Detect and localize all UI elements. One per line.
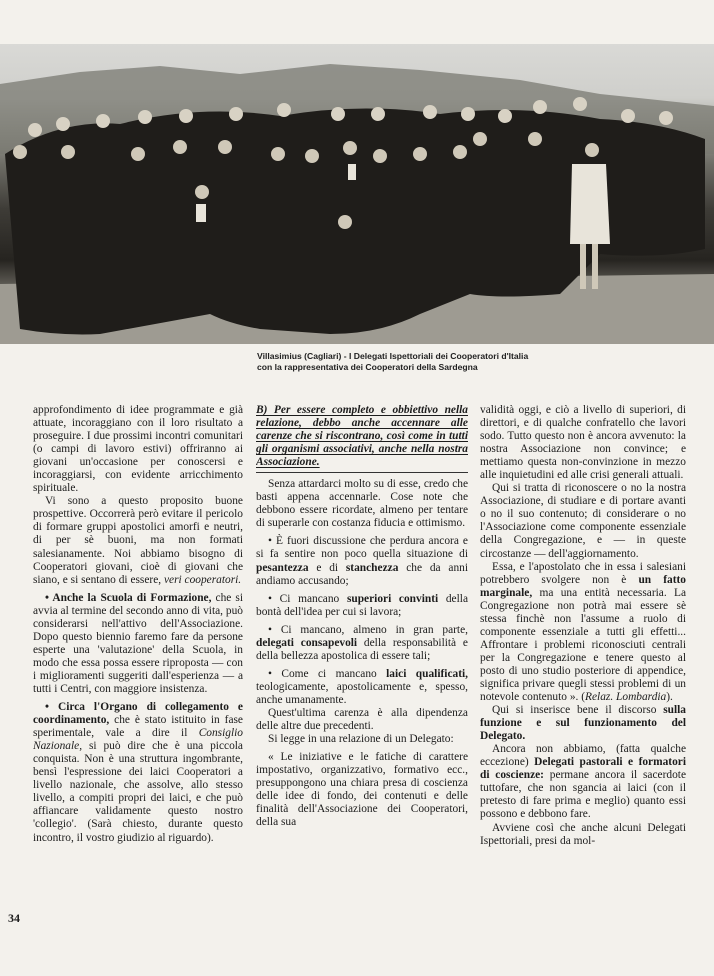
paragraph: Essa, e l'apostolato che in essa i salesiani potrebbero svolgere non è un fatto marginale, ma una entità necessaria. La Congregazione non potrà mai essere sè stessa finchè non l'assume a ruolo di componente essenziale a tutti gli effetti... Affrontare i problemi riconosciuti centrali per la Congregazione e tenere questo al posto di uno studio posteriore di appendice, significa privare quegli stessi problemi di un notevole contenuto ». (Relaz. Lombardia).: [480, 560, 686, 704]
paragraph: • Anche la Scuola di Formazione, che si avvia al termine del secondo anno di vita, può considerarsi nell'attivo dell'Associazione. Dopo questo biennio faremo fare da persone esperte una 'valutazione' della Scuola, in modo che essa possa essere riproposta — con i miglioramenti suggeriti dall'esperienza — a tutti i Centri, con maggiore insistenza.: [33, 591, 243, 695]
photo-caption: [257, 351, 637, 373]
text-column-1: [33, 404, 243, 934]
group-photo: [0, 44, 714, 344]
text-column-3: [480, 404, 686, 934]
paragraph: Ancora non abbiamo, (fatta qualche eccezione) Delegati pastorali e formatori di coscienze: permane ancora il sacerdote tuttofare, che non sgancia ai laici (con il pretesto di fare prima e meglio) quanto essi possono e debbono fare.: [480, 743, 686, 821]
paragraph: Senza attardarci molto su di esse, credo che basti appena accennarle. Cose note che debbono essere ricordate, almeno per tentare di superarle con costanza fiducia e ottimismo.: [256, 478, 468, 530]
paragraph: • Ci mancano, almeno in gran parte, delegati consapevoli della responsabilità e della bellezza apostolica di essere tali;: [256, 623, 468, 662]
paragraph: • Circa l'Organo di collegamento e coordinamento, che è stato istituito in fase sperimentale, vale a dire il Consiglio Nazionale, si può dire che è una piccola conquista. Non è una struttura ingombrante, bensì l'espressione dei laici Cooperatori a livello nazionale, che assolve, allo stesso livello, a compiti propri dei laici, e che può affiancare validamente questo nostro 'collegio'. (Sarà chiesto, durante questo incontro, il vostro giudizio al riguardo).: [33, 701, 243, 844]
section-heading: B) Per essere completo e obbiettivo nella relazione, debbo anche accennare alle carenze che si riscontrano, così come in tutti gli organismi associativi, anche nella nostra Associazione.: [256, 404, 468, 473]
page-number: 34: [8, 911, 20, 925]
group-photo-image: [0, 44, 714, 344]
paragraph: Vi sono a questo proposito buone prospettive. Occorrerà però evitare il pericolo di formare gruppi apostolici amorfi e neutri, di per sè buoni, ma non formati salesianamente. Noi abbiamo bisogno di Cooperatori giovani, cioè di giovani che siano, e si sentano di essere, veri cooperatori.: [33, 495, 243, 586]
paragraph: Qui si inserisce bene il discorso sulla funzione e sul funzionamento del Delegato.: [480, 704, 686, 743]
paragraph: Quest'ultima carenza è alla dipendenza delle altre due precedenti.: [256, 706, 468, 733]
paragraph: Si legge in una relazione di un Delegato:: [268, 733, 454, 746]
caption-line-2: con la rappresentativa dei Cooperatori della Sardegna: [257, 362, 478, 372]
paragraph: Avviene così che anche alcuni Delegati Ispettoriali, presi da mol-: [480, 821, 686, 847]
caption-line-1: Villasimius (Cagliari) - I Delegati Ispettoriali dei Cooperatori d'Italia: [257, 351, 529, 361]
paragraph: approfondimento di idee programmate e già attuate, incoraggiano con il loro risultato a proseguire. I due prossimi incontri comunitari (o campi di lavoro estivi) offriranno ai giovani un'occasione per conoscersi e incoraggiarsi, con evidente arricchimento spirituale.: [33, 404, 243, 495]
paragraph: • È fuori discussione che perdura ancora e si fa sentire non poco quella situazione di pesantezza e di stanchezza che da anni andiamo accusando;: [256, 535, 468, 587]
paragraph: • Ci mancano superiori convinti della bontà dell'idea per cui si lavora;: [256, 592, 468, 618]
paragraph: Qui si tratta di riconoscere o no la nostra Associazione, di studiare e di portare avanti o no il suo contenuto; di considerare o no l'Associazione come componente essenziale della Congregazione, e — in queste circostanze — dell'aggiornamento.: [480, 482, 686, 560]
paragraph: • Come ci mancano laici qualificati, teologicamente, apostolicamente e, spesso, anche umanamente.: [256, 667, 468, 706]
quote-paragraph: « Le iniziative e le fatiche di carattere impostativo, organizzativo, formativo ecc., presuppongono una chiara presa di coscienza delle idee di fondo, dei contenuti e delle finalità dell'Associazione dei Cooperatori, della sua: [256, 751, 468, 829]
paragraph: validità oggi, e ciò a livello di superiori, di direttori, e di qualche confratello che lavori sodo. Tutto questo non è ancora avvenuto: la nostra Associazione non convince; e mettiamo questa non-convinzione in mezzo alle inquietudini ed alle crisi generali attuali.: [480, 404, 686, 482]
text-column-2: [256, 404, 468, 934]
